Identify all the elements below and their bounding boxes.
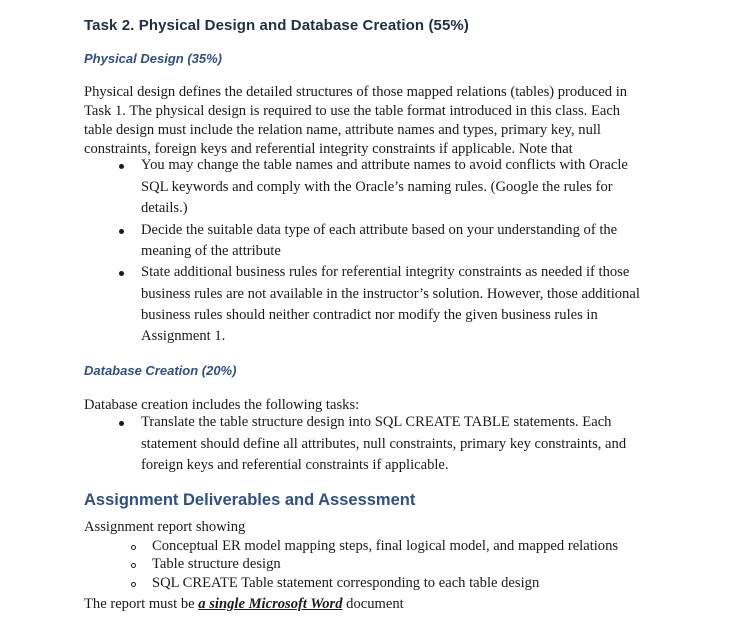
bullet-icon [119,421,124,426]
database-creation-heading: Database Creation (20%) [84,363,237,378]
list-item: State additional business rules for referential integrity constraints as needed if those [141,264,630,280]
deliverables-intro [84,518,684,537]
paragraph-line: Task 1. The physical design is required to use the table format introduced in this class. Each [84,103,621,119]
list-item: SQL keywords and comply with the Oracle’s naming rules. (Google the rules for [141,179,613,195]
paragraph-line: table design must include the relation name, attribute names and types, primary key, null [84,122,601,138]
circle-bullet-icon [131,582,136,587]
bullet-icon [119,164,124,169]
list-item: business rules are not available in the instructor’s solution. However, those additional [141,286,640,302]
list-item: foreign keys and referential constraints if applicable. [141,457,449,473]
circle-bullet-icon [131,563,136,568]
list-item: SQL CREATE Table statement corresponding to each table design [152,575,540,591]
paragraph-line: Database creation includes the following tasks: [84,397,360,413]
task-heading: Task 2. Physical Design and Database Creation (55%) [84,17,469,34]
physical-design-heading: Physical Design (35%) [84,51,222,66]
paragraph-line: Physical design defines the detailed structures of those mapped relations (tables) produced in [84,84,628,100]
list-item: You may change the table names and attribute names to avoid conflicts with Oracle [141,157,628,173]
closing-suffix: document [342,596,404,612]
closing-emphasis: a single Microsoft Word [198,596,343,612]
physical-design-intro [84,83,684,159]
list-item: statement should define all attributes, null constraints, primary key constraints, and [141,436,627,452]
list-item: Table structure design [152,556,281,572]
bullet-icon [119,271,124,276]
circle-bullet-icon [131,545,136,550]
paragraph-line: Assignment report showing [84,519,246,535]
paragraph-line: constraints, foreign keys and referential integrity constraints if applicable. Note that [84,141,573,157]
list-item: Conceptual ER model mapping steps, final logical model, and mapped relations [152,538,619,554]
deliverables-heading: Assignment Deliverables and Assessment [84,491,416,509]
database-creation-intro [84,396,684,415]
closing-line [84,595,684,614]
list-item: details.) [141,200,188,216]
list-item: Decide the suitable data type of each attribute based on your understanding of the [141,222,618,238]
closing-prefix: The report must be [84,596,199,612]
list-item: Assignment 1. [141,328,226,344]
list-item: business rules should neither contradict nor modify the given business rules in [141,307,598,323]
list-item: Translate the table structure design into SQL CREATE TABLE statements. Each [141,414,612,430]
deliverables-closing [84,595,684,614]
list-item: meaning of the attribute [141,243,281,259]
bullet-icon [119,229,124,234]
